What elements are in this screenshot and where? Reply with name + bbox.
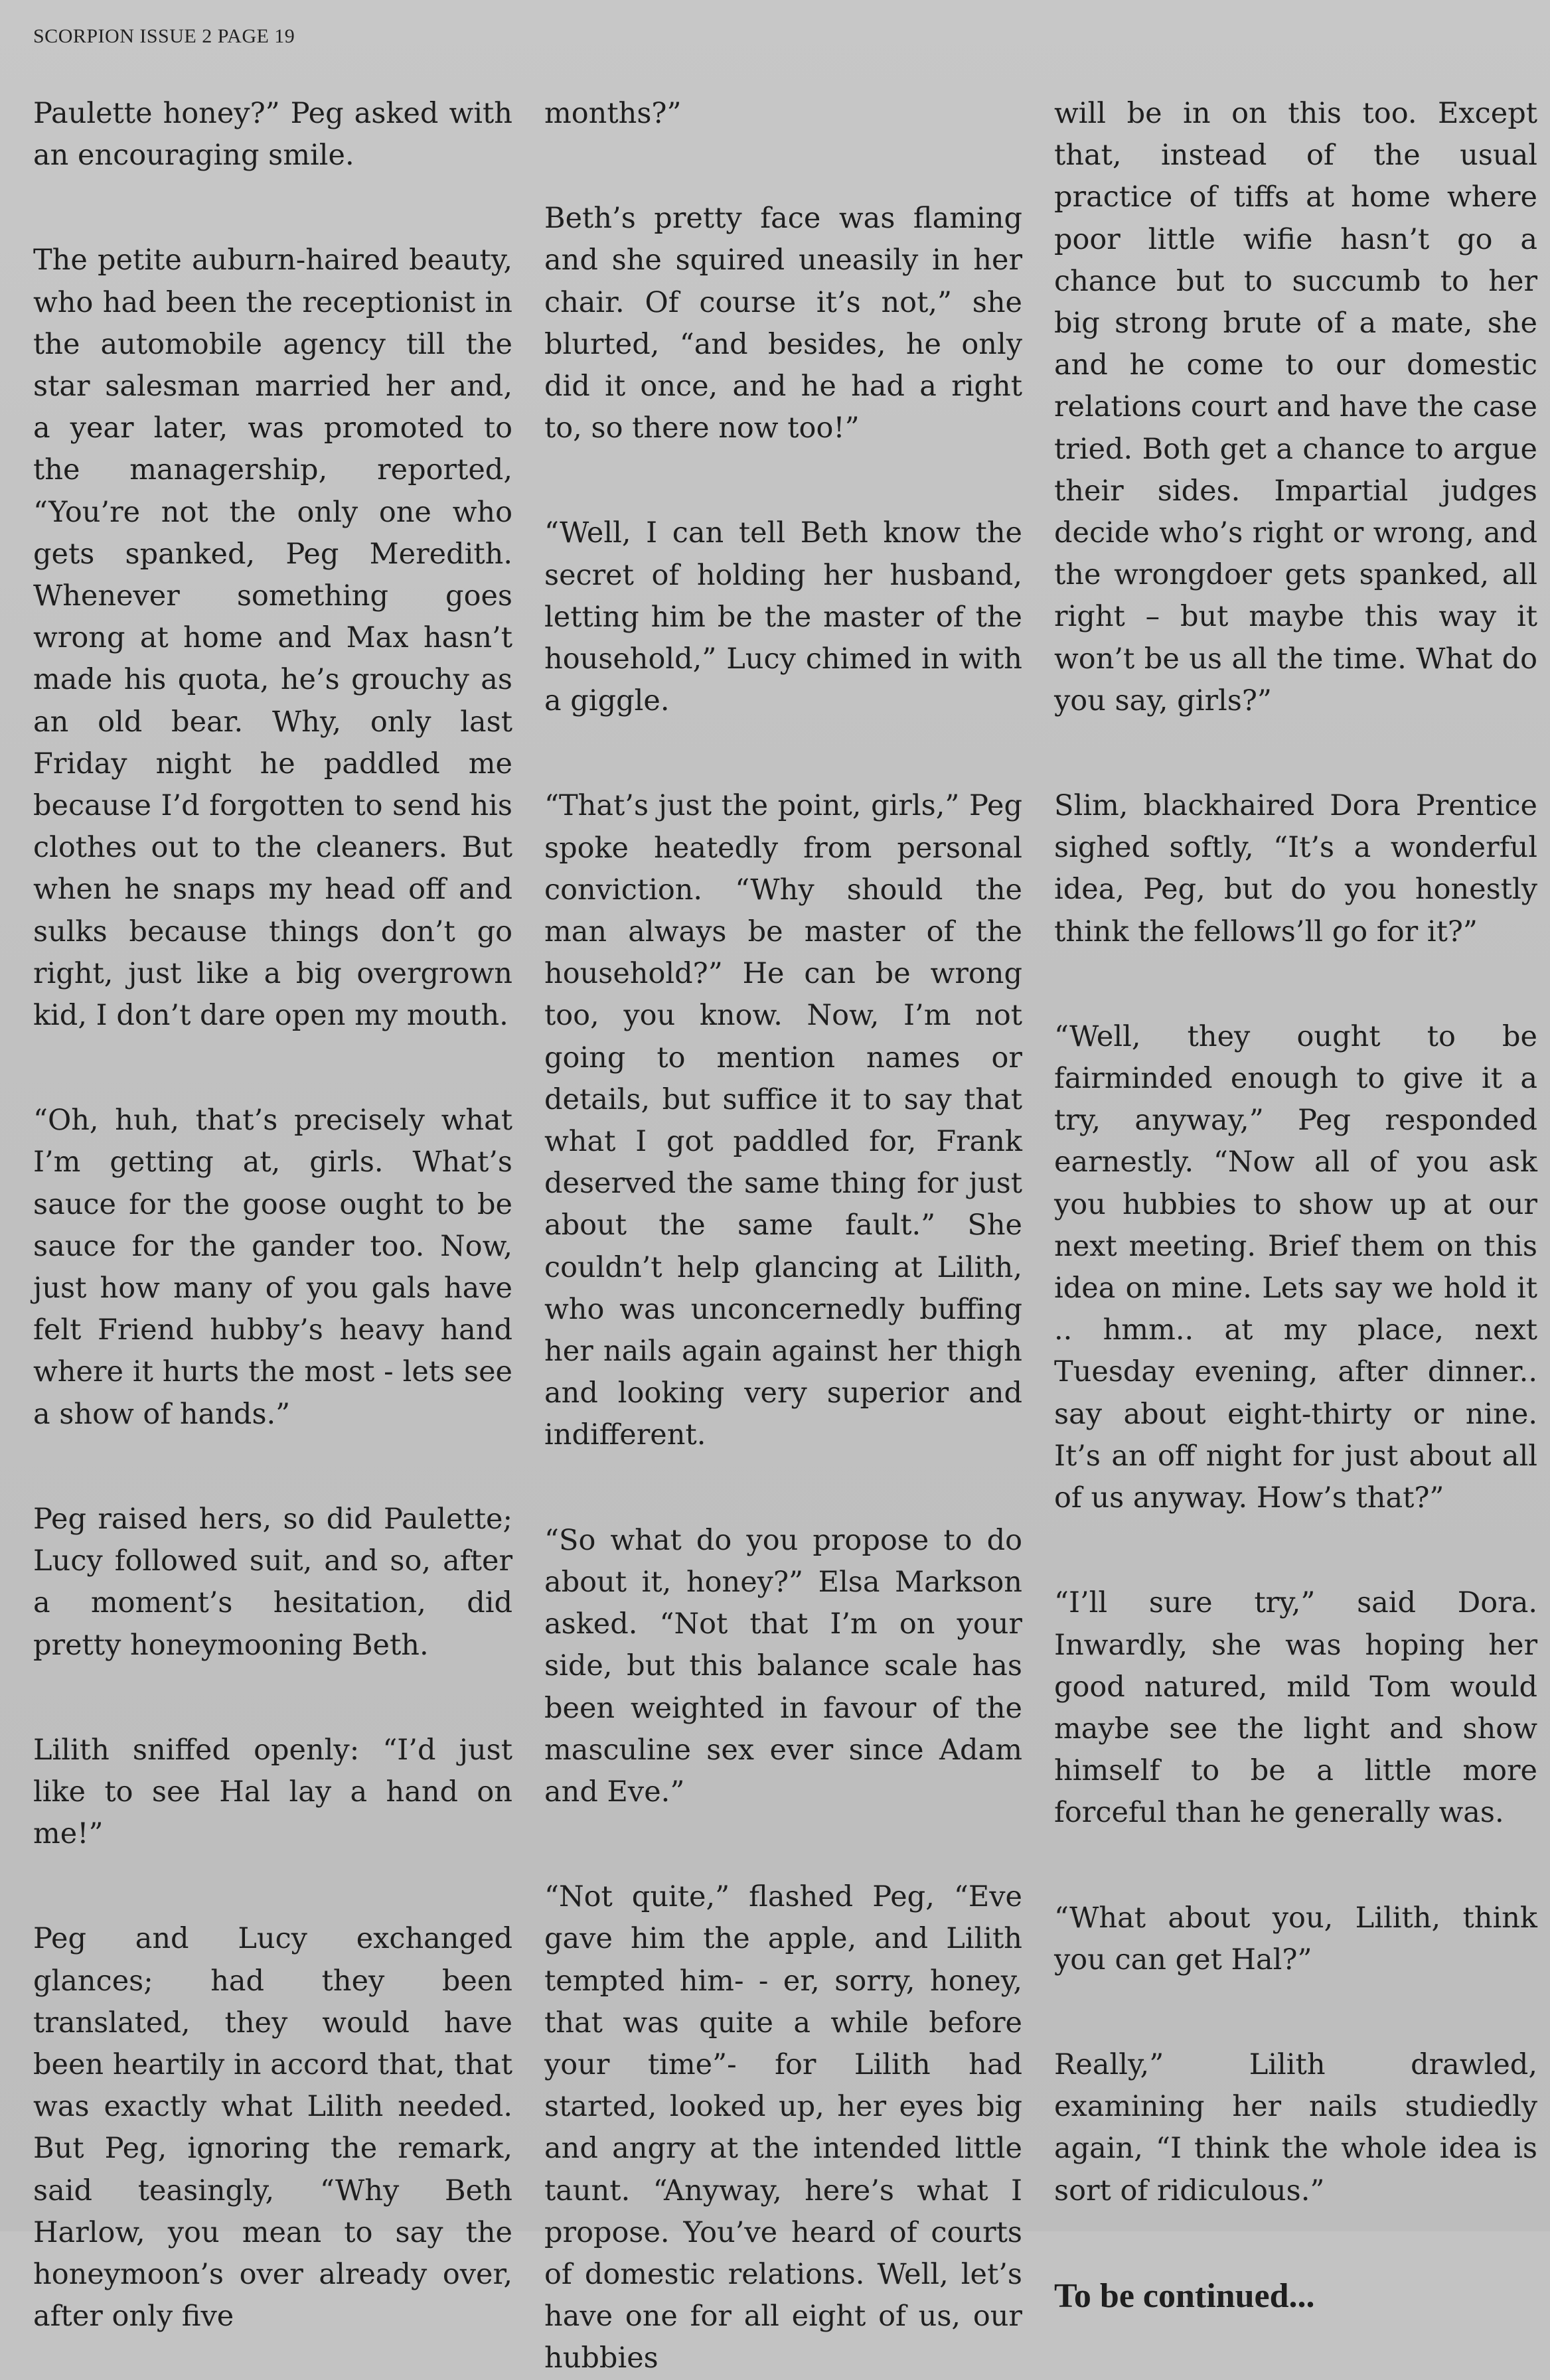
paragraph: “Well, I can tell Beth know the secret of holding her husband, letting him be the master of the household,” Lucy chimed in with a giggle. [544,516,1022,718]
paragraph: Paulette honey?” Peg asked with an encouraging smile. [33,97,512,173]
paragraph: Peg raised hers, so did Paulette; Lucy followed suit, and so, after a moment’s hesitation, did pretty honeymooning Beth. [33,1502,512,1662]
paragraph: Beth’s pretty face was flaming and she squired uneasily in her chair. Of course it’s not,” she blurted, “and besides, he only did it once, and he had a right to, so there now too!” [544,202,1022,445]
text-column-3 [1054,93,1537,2315]
paragraph: Lilith sniffed openly: “I’d just like to see Hal lay a hand on me!” [33,1733,512,1851]
paragraph: months?” [544,97,682,130]
paragraph: will be in on this too. Except that, instead of the usual practice of tiffs at home where poor little wifie hasn’t go a chance but to succumb to her big strong brute of a mate, she and he come to our domestic relations court and have the case tried. Both get a chance to argue their sides. Impartial judges decide who’s right or wrong, and the wrongdoer gets spanked, all right – but maybe this way it won’t be us all the time. What do you say, girls?” [1054,97,1537,717]
paragraph: “Oh, huh, that’s precisely what I’m getting at, girls. What’s sauce for the goose ought to be sauce for the gander too. Now, just how many of you gals have felt Friend hubby’s heavy hand where it hurts the most - lets see a show of hands.” [33,1104,512,1431]
paragraph: “So what do you propose to do about it, honey?” Elsa Markson asked. “Not that I’m on your side, but this balance scale has been weighted in favour of the masculine sex ever since Adam and Eve.” [544,1523,1022,1809]
page-header: SCORPION ISSUE 2 PAGE 19 [33,25,295,47]
paragraph: Slim, blackhaired Dora Prentice sighed softly, “It’s a wonderful idea, Peg, but do you honestly think the fellows’ll go for it?” [1054,789,1537,948]
text-column-2 [544,93,1022,2375]
paragraph: Peg and Lucy exchanged glances; had they been translated, they would have been heartily in accord that, that was exactly what Lilith needed. But Peg, ignoring the remark, said teasingly, “Why Beth Harlow, you mean to say the honeymoon’s over already over, after only five [33,1922,512,2334]
paragraph: The petite auburn-haired beauty, who had been the receptionist in the automobile agency till the star salesman married her and, a year later, was promoted to the managership, reported, “You’re not the only one who gets spanked, Peg Meredith. Whenever something goes wrong at home and Max hasn’t made his quota, he’s grouchy as an old bear. Why, only last Friday night he paddled me because I’d forgotten to send his clothes out to the cleaners. But when he snaps my head off and sulks because things don’t go right, just like a big overgrown kid, I don’t dare open my mouth. [33,244,512,1033]
to-be-continued: To be continued... [1054,2276,1315,2315]
text-column-1 [33,93,512,2334]
paragraph: “Not quite,” flashed Peg, “Eve gave him the apple, and Lilith tempted him- - er, sorry, honey, that was quite a while before your time”- for Lilith had started, looked up, her eyes big and angry at the intended little taunt. “Anyway, here’s what I propose. You’ve heard of courts of domestic relations. Well, let’s have one for all eight of us, our hubbies [544,1880,1022,2375]
paragraph: “That’s just the point, girls,” Peg spoke heatedly from personal conviction. “Why should the man always be master of the household?” He can be wrong too, you know. Now, I’m not going to mention names or details, but suffice it to say that what I got paddled for, Frank deserved the same thing for just about the same fault.” She couldn’t help glancing at Lilith, who was unconcernedly buffing her nails again against her thigh and looking very superior and indifferent. [544,789,1022,1452]
paragraph: “Well, they ought to be fairminded enough to give it a try, anyway,” Peg responded earnestly. “Now all of you ask you hubbies to show up at our next meeting. Brief them on this idea on mine. Lets say we hold it .. hmm.. at my place, next Tuesday evening, after dinner.. say about eight-thirty or nine. It’s an off night for just about all of us anyway. How’s that?” [1054,1019,1537,1515]
paragraph: Really,” Lilith drawled, examining her nails studiedly again, “I think the whole idea is sort of ridiculous.” [1054,2047,1537,2207]
paragraph: “I’ll sure try,” said Dora. Inwardly, she was hoping her good natured, mild Tom would maybe see the light and show himself to be a little more forceful than he generally was. [1054,1586,1537,1830]
paragraph: “What about you, Lilith, think you can get Hal?” [1054,1901,1537,1976]
